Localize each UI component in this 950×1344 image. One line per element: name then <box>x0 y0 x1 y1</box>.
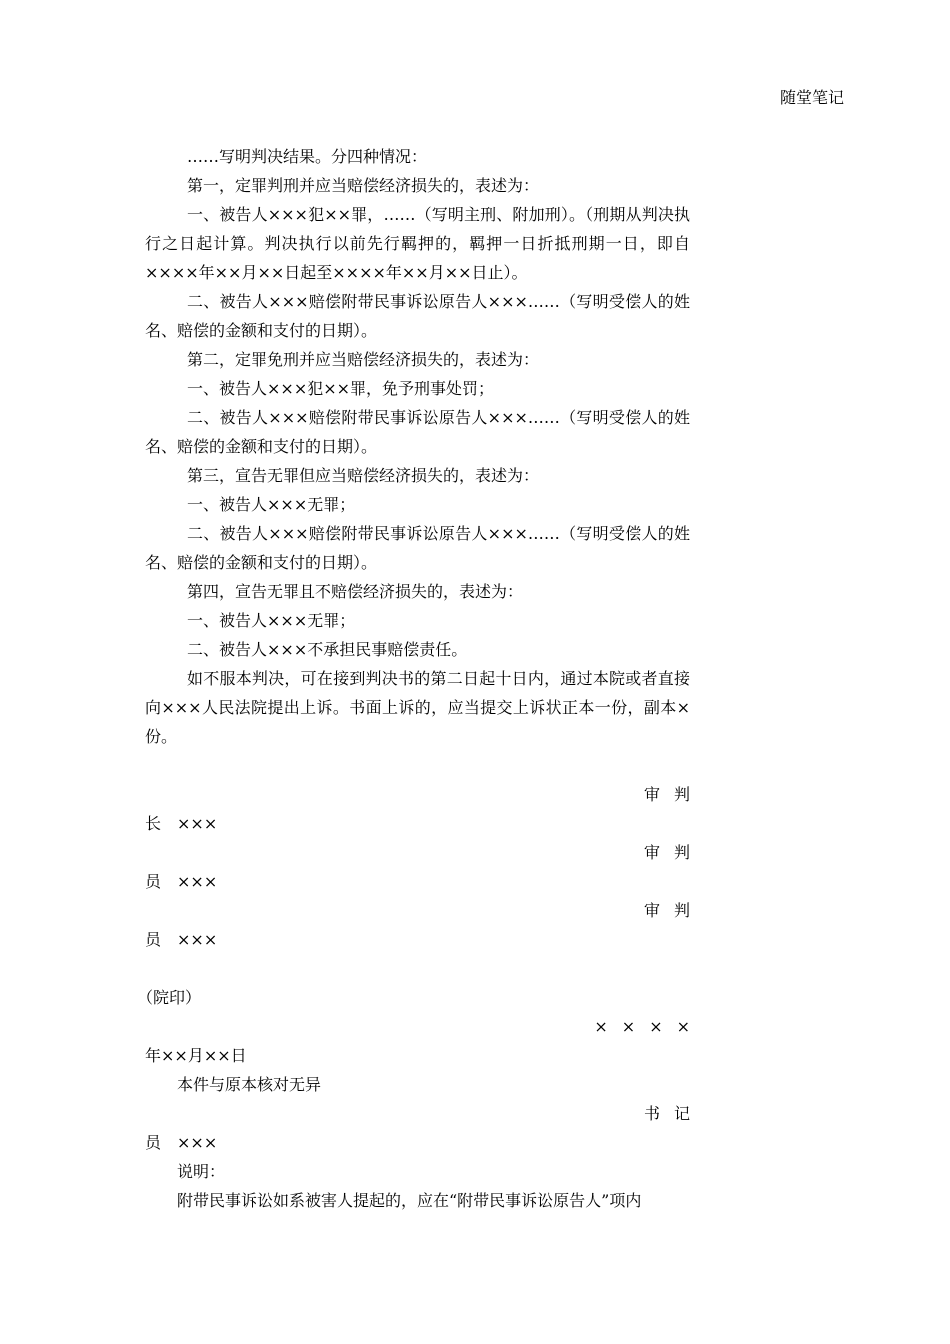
signature-name: 员 ××× <box>145 930 218 949</box>
document-body <box>137 142 704 1215</box>
paragraph: 二、被告人×××不承担民事赔偿责任。 <box>187 640 468 659</box>
signature-name: 长 ××× <box>145 814 218 833</box>
paragraph: 一、被告人×××犯××罪，……（写明主刑、附加刑）。（刑期从判决执行之日起计算。判决执行以前先行羁押的，羁押一日折抵刑期一日，即自××××年××月××日起至××××年××月××日止）。 <box>145 205 690 282</box>
paragraph: 第二，定罪免刑并应当赔偿经济损失的，表述为： <box>187 350 540 369</box>
paragraph: 第一，定罪判刑并应当赔偿经济损失的，表述为： <box>187 176 540 195</box>
clerk-title: 书记 <box>643 1104 704 1123</box>
paragraph: 如不服本判决，可在接到判决书的第二日起十日内，通过本院或者直接向×××人民法院提出上诉。书面上诉的，应当提交上诉状正本一份，副本×份。 <box>145 669 690 746</box>
note-text: 附带民事诉讼如系被害人提起的，应在“附带民事诉讼原告人”项内 <box>177 1191 642 1210</box>
signature-title: 审判 <box>643 843 704 862</box>
paragraph: 一、被告人×××无罪； <box>187 495 356 514</box>
clerk-name: 员 ××× <box>145 1133 218 1152</box>
paragraph: 二、被告人×××赔偿附带民事诉讼原告人×××……（写明受偿人的姓名、赔偿的金额和支付的日期）。 <box>145 292 690 340</box>
paragraph: 一、被告人×××无罪； <box>187 611 356 630</box>
note-title: 说明： <box>177 1162 226 1181</box>
paragraph: 第三，宣告无罪但应当赔偿经济损失的，表述为： <box>187 466 540 485</box>
date-year: ×××× <box>594 1017 704 1036</box>
paragraph: 第四，宣告无罪且不赔偿经济损失的，表述为： <box>187 582 524 601</box>
paragraph: ……写明判决结果。分四种情况： <box>187 147 428 166</box>
paragraph: 二、被告人×××赔偿附带民事诉讼原告人×××……（写明受偿人的姓名、赔偿的金额和支付的日期）。 <box>145 408 690 456</box>
verify-statement: 本件与原本核对无异 <box>177 1075 322 1094</box>
signature-title: 审判 <box>643 901 704 920</box>
signature-title: 审判 <box>643 785 704 804</box>
page-header: 随堂笔记 <box>779 88 844 107</box>
signature-name: 员 ××× <box>145 872 218 891</box>
court-seal: （院印） <box>137 988 202 1007</box>
paragraph: 一、被告人×××犯××罪，免予刑事处罚； <box>187 379 495 398</box>
date-rest: 年××月××日 <box>145 1046 247 1065</box>
paragraph: 二、被告人×××赔偿附带民事诉讼原告人×××……（写明受偿人的姓名、赔偿的金额和支付的日期）。 <box>145 524 690 572</box>
